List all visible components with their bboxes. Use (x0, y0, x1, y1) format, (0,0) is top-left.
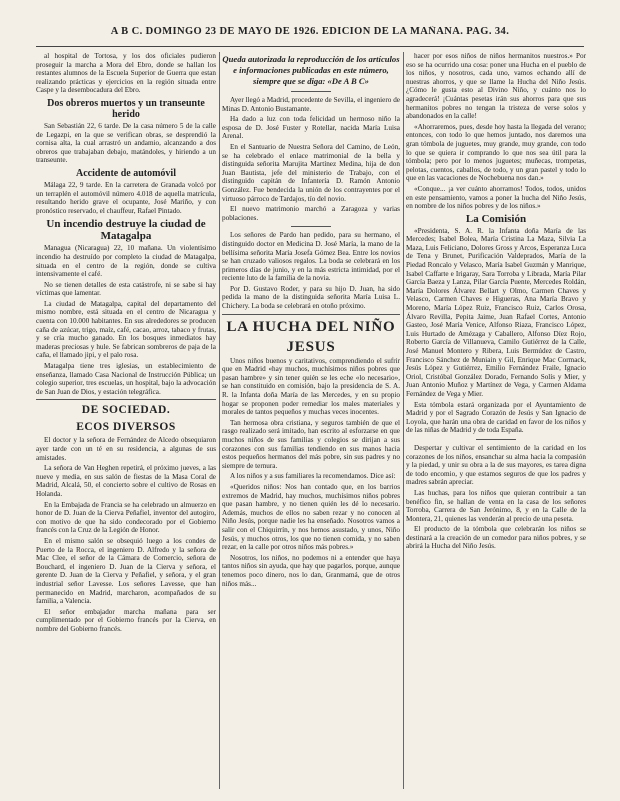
headline-incendio: Un incendio destruye la ciudad de Matagalpa (46, 218, 206, 243)
article-sociedad-4: En el mismo salón se obsequió luego a los condes de Puerto de la Rocca, el ingeniero D. Alfredo y la señora de Mac Clee, el señor de la Cámara de Comercio, señora de Bouchard, el ingeniero D. Juan de la Cierva y señora, el gerente D. Juan de la Cierva y Peñafiel, y señora, y el gran industrial señor Lavesse. Los señores Lavesse, que han permanecido en Madrid, marcharon, acompañados de su familia, a Valencia. (36, 536, 216, 606)
article-sociedad-3: En la Embajada de Francia se ha celebrado un almuerzo en honor de D. Juan de la Cierva Peñafiel, inventor del autogiro, con motivo de que ha sido condecorado por el Gobierno francés con la Cruz de la Legión de Honor. (36, 500, 216, 535)
column-rule-1 (219, 52, 220, 789)
comision-list: «Presidenta, S. A. R. la Infanta doña María de las Mercedes; Isabel Bolea, María Cristina La Maza, Silvia La Maza, Luis Feliciano, Dolores Gross y Arcos, Esperanza Luca de Tena y Brunet, Purificación Valdeprados, María de la Piedad Roncalo y Velasco, María Isabel Guzmán y Manrique, Isabel Caffarte e Irigaray, Sara Torroba y Librada, María Pilar García Baeza y Lanza, Pilar García Puente, Mercedes Roldán, María Dolores Álvarez Bellart y Olmo, Carmen Chaves y Velasco, Carmen Chaves e Higueras, Ana María Bravo y Moreno, María López Ruiz, Francisco Ruiz, Carlos Orosa, Álvaro Revilla, Pepita Jaime, Juan Rafael Cortes, Antonio Gasteo, José María Venice, Alfonso Riaza, Francisco López, Luis Hurtado de Amézaga y Caballero, Alfonso Díez Rojo, Roberto García de Villanueva, Camilo Gutiérrez de la Calle, José Manuel Montero y Ribera, Luis Bermúdez de Castro, Francisco Sánchez de Muniain y Gil, Enrique Mac Cormack, Jesús López y Gutiérrez, Emilio Fernández Fraile, Ignacio Oriol, Cristóbal González Dorado, Fernando Solís y Mier, y Juan Antonio Muñoz y Martínez de Vega, y Carmen Aldama Fernández de Vega y Mier. (406, 226, 586, 398)
section-divider-2 (222, 314, 400, 315)
comision-divider (476, 439, 516, 440)
notice-divider (291, 91, 331, 92)
headline-ecos: ECOS DIVERSOS (76, 420, 176, 433)
article-tombola: Esta tómbola estará organizada por el Ayuntamiento de Madrid y por el Sagrado Corazón de Jesús y San Ignacio de Loyola, que harán una obra de caridad en favor de los niños y de las niñas de Madrid y de toda España. (406, 400, 586, 435)
article-hucha-cont-2: «Ahorraremos, pues, desde hoy hasta la llegada del verano; entonces, con todo lo que hemos juntado, nos daremos una gran tómbola de juguetes, muy grande, muy grande, con todo lo que se quiera ir comprando lo que nos sea útil para la tómbola; pero por lo menos juguetes; muñecas, trompetas, pelotas, cuentos, caballos, de todo, y un gran pastel y todo lo que en las vacaciones de Nochebuena nos dan.» (406, 122, 586, 183)
headline-comision: La Comisión (465, 212, 527, 225)
headline-jesus: JESUS (286, 338, 336, 355)
article-hucha-4: «Queridos niños: Nos han contado que, en los barrios extremos de Madrid, hay muchos, muchísimos niños pobres que pasan hambre, y no tienen quién les dé lo necesario. Además, muchos de ellos no saben rezar y no conocen al Niño Jesús, porque nadie les ha enseñado. Nosotros vamos a salir con el Chiquirrín, y nos hemos asustado, y unos, Niño Jesús, y muchos otros, los que no tienen comida, y no saben rezar, en la calle por otros niños más pobres.» (222, 482, 400, 552)
article-hucha-cont-1: hacer por esos niños de niños hermanitos nuestros.» Por eso se ha ocurrido una cosa: poner una Hucha en el pueblo de los niños, y nosotros, cada uno, vamos echando allí de nuestras ahorros, y que se llame la Hucha del Niño Jesús. ¿Cómo le gusta esto al Divino Niño, y cuánto nos lo agradecerá! ¡Cuántas pesetas irán sus ahorros para que sus hermanitos pobres no tengan la tristeza de verse solos y abandonados en la calle! (406, 52, 586, 121)
social-note-5: Los señores de Pardo han pedido, para su hermano, el distinguido doctor en Medicina D. José María, la mano de la bellísima señorita María Josefa Gómez Bea. Entre los novios se han cruzado valiosos regalos. La boda se celebrará en los primeros días de junio, y en la más estricta intimidad, por el reciente luto de la familia de la novia. (222, 231, 400, 283)
article-sociedad-5: El señor embajador marcha mañana para ser cumplimentado por el Gobierno francés por la Cierva, en nombre del Gobierno francés. (36, 607, 216, 633)
section-divider (36, 399, 216, 400)
article-hucha-3: A los niños y a sus familiares la recomendamos. Dice así: (230, 472, 396, 481)
article-automovil: Málaga 22, 9 tarde. En la carretera de Granada volcó por un terraplén el automóvil número 4.018 de aquella matrícula, resultando herido grave el ocupante, José Mariño, y con pronóstico reservado, el chauffeur, Rafael Pintado. (36, 180, 216, 215)
headline-automovil: Accidente de automóvil (76, 167, 176, 179)
masthead-rule (36, 46, 584, 47)
article-hucha-2: Tan hermosa obra cristiana, y seguros también de que el rasgo realizado será imitado, han escrito al esforzarse en que muchos niños de sus familias y colegios se dirijan a sus corazones con sus familias tendiendo en sus manos hacia estos pequeños hermanos del más pobre, sin sus padres y no siempre de ternura. (222, 418, 400, 470)
article-hucha-cont-3: «Conque... ¡a ver cuánto ahorramos! Todos, todos, unidos en este pensamiento, vamos a poner la hucha del Niño Jesús, en nombre de los niños pobres y de los niños.» (406, 184, 586, 211)
article-sociedad-2: La señora de Van Heghen repetirá, el próximo jueves, a las nueve y media, en sus salón de fiestas de la Masa Coral de Madrid, Alcalá, 50, el concierto sobre el cultivo de Rosas en Holanda. (36, 464, 216, 498)
social-note-6: Por D. Gustavo Roder, y para su hijo D. Juan, ha sido pedida la mano de la distinguida señorita María Luisa L. Chichery. La boda se celebrará en otoño próximo. (222, 284, 400, 311)
article-sociedad-1: El doctor y la señora de Fernández de Alcedo obsequiaron ayer tarde con un té en su residencia, a algunas de sus amistades. (36, 436, 216, 462)
article-obreros: San Sebastián 22, 6 tarde. De la casa número 5 de la calle de Legazpi, en la que se verifican obras, se desprendió la cornisa alta, la cual arrastró un andamio, alcanzando a dos obreros que trabajaban debajo, matándoles, y hiriendo a un transeunte. (36, 121, 216, 165)
article-hucha-5: Nosotros, los niños, no podemos ni a entender que haya tantos niños sin ayuda, que hay que pagarlos, porque, aunque tenemos poco dinero, nos lo dan, Granmamá, que de otros niños más... (222, 553, 400, 588)
article-producto: El producto de la tómbola que celebrarán los niños se destinará a la creación de un comedor para niños pobres, y se abrirá la Hucha del Niño Jesús. (406, 525, 586, 551)
article-intro: al hospital de Tortosa, y los dos oficiales pudieron proseguir la marcha a Mora del Ebro, donde se hallan los restantes alumnos de la Escuela Superior de Guerra que estan realizando prácticas y ejercicios en la región situada entre Caspe y la desembocadura del Ebro. (36, 52, 216, 95)
column-2 (222, 52, 400, 793)
article-incendio-2: No se tienen detalles de esta catástrofe, ni se sabe si hay víctimas que lamentar. (36, 280, 216, 298)
article-hucha-1: Unos niños buenos y caritativos, comprendiendo el sufrir que en Madrid «hay muchos, muchísimos niños pobres que pasan hambre» y sin tener quién se les eche «lo necesario», se han constituido en comisión, bajo la presidencia de S. A. R. la Infanta doña María de las Mercedes, y en su propio hogar se proponen poder remediar los males materiales y morales de tantos pequeños y muchas veces inocentes. (222, 356, 400, 417)
article-caridad: Despertar y cultivar el sentimiento de la caridad en los corazones de los niños, ensanchar su alma hacia la compasión y la piedad, y unir su obra a la de sus mayores, es tarea digna de todo encomio, y que estamos seguros de que los padres y madres sabrán apreciar. (406, 443, 586, 487)
social-note-4: El nuevo matrimonio marchó a Zaragoza y varias poblaciones. (222, 205, 400, 222)
article-huchas-venta: Las huchas, para los niños que quieran contribuir a tan benéfico fin, se hallan de venta en la casa de los señores Torroba, Carrera de San Jerónimo, 8, y en la Calle de la Montera, 21, quienes las venderán al precio de una peseta. (406, 488, 586, 523)
column-3 (406, 52, 586, 793)
column-rule-2 (403, 52, 404, 789)
article-incendio-3: La ciudad de Matagalpa, capital del departamento del mismo nombre, está situada en el centro de Nicaragua y cuenta con 10.000 habitantes. En sus alrededores se producen caña de azúcar, trigo, maíz, café, cacao, arroz, tabaco y frutas, y se cría mucho ganado. En los bosques inmediatos hay maderas preciosas y hule. Se fabrican sombreros de paja de la caña, el llamado jipi, y el palo rosa. (36, 299, 216, 360)
article-incendio-1: Managua (Nicaragua) 22, 10 mañana. Un violentísimo incendio ha destruído por completo la ciudad de Matagalpa, situada en el centro de la región, donde se cultiva intensivamente el café. (36, 244, 216, 279)
article-incendio-4: Matagalpa tiene tres iglesias, un establecimiento de enseñanza, llamado Casa Nacional de Instrucción Pública; un colegio superior, tres escuelas, un hospital, bajo la advocación de San Juan de Dios, y estación telegráfica. (36, 362, 216, 396)
headline-obreros: Dos obreros muertos y un transeunte herido (47, 97, 205, 120)
social-note-1: Ayer llegó a Madrid, procedente de Sevilla, el ingeniero de Minas D. Antonio Bustamante. (222, 96, 400, 113)
social-divider-1 (291, 226, 331, 227)
column-1 (36, 52, 216, 793)
reproduction-notice: Queda autorizada la reproducción de los artículos e informaciones publicadas en este número, siempre que se diga: «De A B C» (222, 54, 400, 86)
social-note-3: En el Santuario de Nuestra Señora del Camino, de León, se ha celebrado el enlace matrimonial de la bella y distinguida señorita Marujita Martínez Medina, hija de don Juan Bautista, jefe del ministerio de Trabajo, con el distinguido capitán de Infantería D. Ramón Antonio González. Fue bendecida la unión de los contrayentes por el virtuoso párroco de Tardajos, tío del novio. (222, 142, 400, 203)
masthead: A B C. DOMINGO 23 DE MAYO DE 1926. EDICION DE LA MAÑANA. PAG. 34. (110, 26, 510, 37)
social-note-2: Ha dado a luz con toda felicidad un hermoso niño la esposa de D. José Fuster y Rotellar, nacida María Luisa Arenal. (222, 115, 400, 141)
headline-sociedad: DE SOCIEDAD. (81, 404, 171, 417)
headline-hucha: LA HUCHA DEL NIÑO (226, 318, 396, 335)
